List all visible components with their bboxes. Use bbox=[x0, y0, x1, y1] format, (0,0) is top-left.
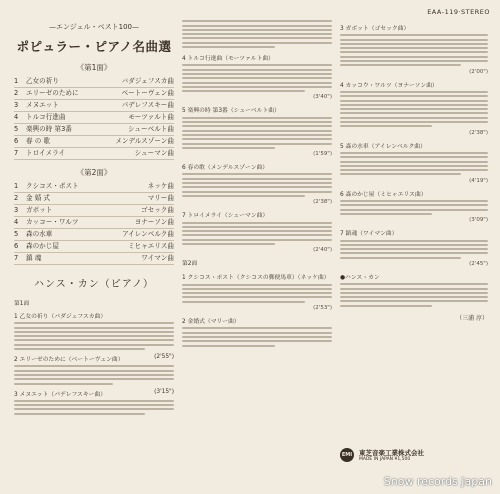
track-title: カッコー・ワルツ bbox=[26, 218, 79, 226]
track-composer: ワイマン曲 bbox=[141, 254, 174, 262]
track-composer: ヨナーソン曲 bbox=[134, 218, 174, 226]
note-heading bbox=[14, 354, 174, 363]
note-timing: (2'53") bbox=[313, 305, 332, 312]
track-title: 森のかじ屋 bbox=[26, 242, 59, 250]
track-composer: パデレフスキー曲 bbox=[121, 101, 174, 109]
note-timing: (2'40") bbox=[313, 247, 332, 254]
track-composer: ネッケ曲 bbox=[147, 182, 174, 190]
note-paragraph bbox=[182, 117, 332, 149]
notes-author: （三浦 淳） bbox=[456, 314, 488, 322]
track-number: 6 bbox=[14, 242, 19, 250]
track-number: 1 bbox=[14, 182, 19, 190]
track-title: エリーゼのために bbox=[26, 89, 79, 97]
catalog-number: EAA-119·STEREO bbox=[427, 8, 490, 16]
middle-column bbox=[182, 18, 332, 349]
note-paragraph bbox=[340, 152, 488, 175]
notes-left bbox=[14, 298, 174, 415]
track-row bbox=[14, 76, 174, 88]
track-number: 7 bbox=[14, 149, 19, 157]
note-paragraph bbox=[340, 283, 488, 306]
track-row bbox=[14, 100, 174, 112]
note-label: 2 エリーゼのために（ベートーヴェン曲） bbox=[14, 357, 124, 364]
note-timing: (3'15") bbox=[154, 388, 174, 395]
note-paragraph bbox=[182, 327, 332, 346]
track-number: 3 bbox=[14, 206, 19, 214]
note-label: 1 乙女の祈り（バダジェフスカ曲） bbox=[14, 314, 107, 320]
left-column bbox=[14, 18, 174, 417]
note-heading: 4 トルコ行進曲（モーツァルト曲） bbox=[182, 56, 274, 63]
note-heading: 5 森の水車（アイレンベルク曲） bbox=[340, 143, 426, 150]
performer-credit: ハンス・カン（ピアノ） bbox=[34, 279, 154, 290]
side1-heading: 《第1面》 bbox=[76, 63, 112, 72]
emi-logo-icon: EMI bbox=[340, 448, 354, 462]
note-timing: (2'38") bbox=[313, 199, 332, 206]
note-timing: (2'00") bbox=[469, 68, 488, 75]
note-timing: (2'45") bbox=[469, 260, 488, 267]
track-number: 2 bbox=[14, 89, 19, 97]
track-row bbox=[14, 88, 174, 100]
note-paragraph bbox=[340, 200, 488, 215]
note-timing: (1'59") bbox=[313, 151, 332, 158]
note-heading: 7 鎮魂（ワイマン曲） bbox=[340, 231, 398, 238]
company-subline: MADE IN JAPAN ¥1,500 bbox=[359, 457, 411, 462]
note-heading: 7 トロイメライ（シューマン曲） bbox=[182, 213, 269, 220]
track-title: 春 の 歌 bbox=[26, 137, 50, 145]
track-row bbox=[14, 124, 174, 136]
track-title: 楽興の時 第3番 bbox=[26, 125, 72, 133]
track-number: 4 bbox=[14, 113, 19, 121]
note-paragraph bbox=[182, 20, 332, 48]
note-heading bbox=[14, 389, 174, 398]
note-label: 3 メヌエット（パデレフスキー曲） bbox=[14, 391, 107, 398]
note-heading: 1 クシコス・ポスト（クシコスの郵便馬車）（ネッケ曲） bbox=[182, 275, 330, 282]
track-title: トルコ行進曲 bbox=[26, 113, 66, 121]
track-composer: アイレンベルク曲 bbox=[122, 230, 174, 238]
track-row bbox=[14, 148, 174, 160]
track-composer: モーツァルト曲 bbox=[128, 113, 174, 121]
track-title: 鎮 魂 bbox=[26, 254, 42, 262]
note-heading: 5 楽興の時 第3番（シューベルト曲） bbox=[182, 108, 280, 115]
side2-heading: 《第2面》 bbox=[76, 168, 112, 177]
track-title: 森の水車 bbox=[26, 230, 53, 238]
track-title: トロイメライ bbox=[26, 149, 66, 157]
track-row bbox=[14, 136, 174, 148]
track-title: ガボット bbox=[26, 206, 53, 214]
note-heading: 6 春の歌（メンデルスゾーン曲） bbox=[182, 165, 269, 172]
track-composer: ベートーヴェン曲 bbox=[121, 89, 174, 97]
track-number: 4 bbox=[14, 218, 19, 226]
series-name: —エンジェル・ベスト100— bbox=[48, 23, 140, 31]
track-title: 乙女の祈り bbox=[26, 77, 59, 85]
track-number: 3 bbox=[14, 101, 19, 109]
watermark: Snow records Japan bbox=[383, 475, 492, 488]
company-info bbox=[359, 448, 424, 462]
track-composer: シューマン曲 bbox=[134, 149, 174, 157]
note-heading: 4 カッコウ・ワルツ（ヨナーソン曲） bbox=[340, 82, 438, 89]
track-row bbox=[14, 193, 174, 205]
track-number: 5 bbox=[14, 230, 19, 238]
note-paragraph bbox=[340, 34, 488, 66]
track-composer: シューベルト曲 bbox=[127, 125, 174, 133]
note-heading: 6 森のかじ屋（ミヒャエリス曲） bbox=[340, 191, 427, 198]
track-number: 7 bbox=[14, 254, 19, 262]
note-timing: (2'55") bbox=[154, 354, 174, 361]
track-title: メヌエット bbox=[26, 101, 59, 109]
track-row bbox=[14, 229, 174, 241]
note-paragraph bbox=[182, 222, 332, 245]
note-paragraph bbox=[14, 365, 174, 384]
label-footer bbox=[340, 448, 490, 462]
album-title: ポピュラー・ピアノ名曲選 bbox=[16, 39, 172, 54]
side2-notes-heading: 第2面 bbox=[182, 261, 198, 268]
note-timing: (3'09") bbox=[469, 217, 488, 224]
track-composer: バダジェフスカ曲 bbox=[121, 77, 174, 85]
note-paragraph bbox=[14, 322, 174, 350]
note-paragraph bbox=[182, 173, 332, 196]
track-composer: マリー曲 bbox=[147, 194, 174, 202]
track-row bbox=[14, 241, 174, 253]
track-title: クシコス・ポスト bbox=[26, 182, 79, 190]
track-row bbox=[14, 112, 174, 124]
note-timing: (4'19") bbox=[469, 177, 488, 184]
right-column bbox=[340, 18, 488, 322]
track-row bbox=[14, 253, 174, 265]
note-label: 第1面 bbox=[14, 301, 30, 307]
track-composer: ゴセック曲 bbox=[141, 206, 174, 214]
side2-tracklist bbox=[14, 181, 174, 265]
track-title: 金 婚 式 bbox=[26, 194, 50, 202]
note-timing: (3'40") bbox=[313, 94, 332, 101]
track-number: 2 bbox=[14, 194, 19, 202]
note-heading bbox=[14, 298, 174, 307]
company-name: 東芝音楽工業株式会社 bbox=[359, 449, 424, 457]
track-number: 6 bbox=[14, 137, 19, 145]
track-number: 5 bbox=[14, 125, 19, 133]
track-number: 1 bbox=[14, 77, 19, 85]
note-paragraph bbox=[14, 400, 174, 415]
track-row bbox=[14, 205, 174, 217]
note-paragraph bbox=[340, 91, 488, 127]
note-paragraph bbox=[182, 64, 332, 92]
note-heading bbox=[14, 311, 174, 320]
note-timing: (2'38") bbox=[469, 129, 488, 136]
track-composer: メンデルスゾーン曲 bbox=[115, 137, 174, 145]
track-row bbox=[14, 217, 174, 229]
track-composer: ミヒャエリス曲 bbox=[127, 242, 174, 250]
side1-tracklist bbox=[14, 76, 174, 160]
note-paragraph bbox=[340, 240, 488, 259]
note-paragraph bbox=[182, 284, 332, 303]
track-row bbox=[14, 181, 174, 193]
note-heading: ●ハンス・カン bbox=[340, 274, 380, 281]
note-heading: 3 ガボット（ゴセック曲） bbox=[340, 26, 410, 32]
note-heading: 2 金婚式（マリー曲） bbox=[182, 319, 240, 326]
